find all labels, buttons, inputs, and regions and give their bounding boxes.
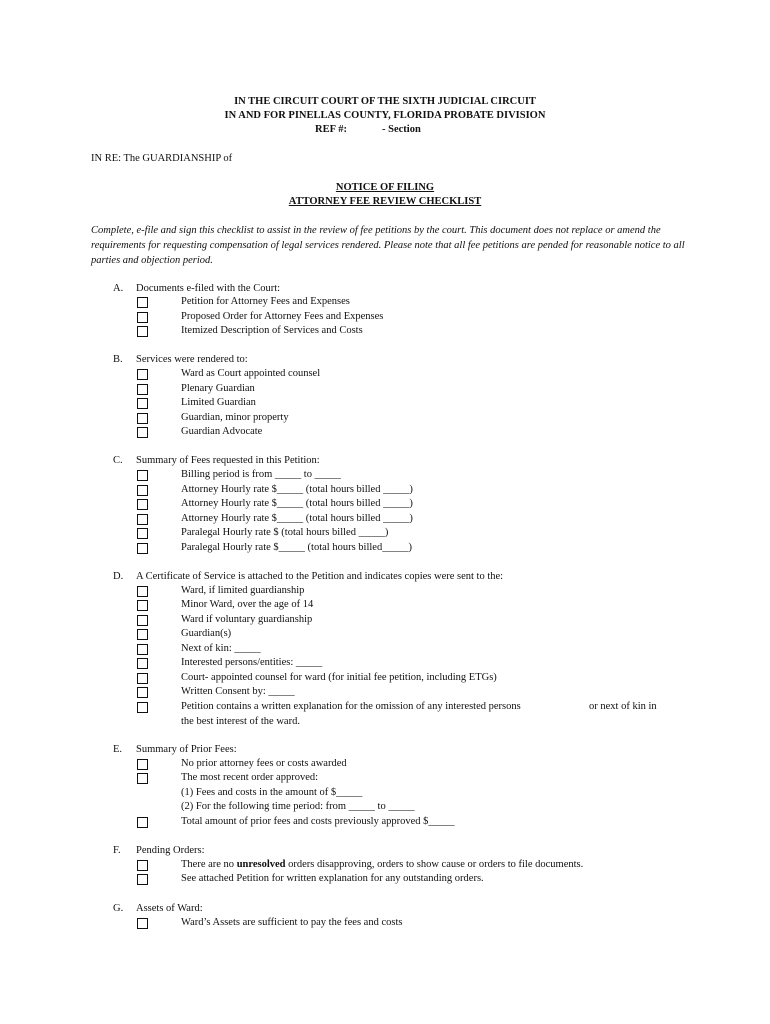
checklist-item: Court- appointed counsel for ward (for initial fee petition, including ETGs) (181, 672, 497, 683)
checkbox[interactable] (137, 918, 148, 929)
checklist-item-continuation: the best interest of the ward. (181, 716, 300, 727)
checklist-item: Guardian, minor property (181, 412, 289, 423)
in-re-line: IN RE: The GUARDIANSHIP of (91, 153, 233, 164)
checklist-item-tail: or next of kin in (589, 701, 657, 712)
checklist-item: Interested persons/entities: _____ (181, 657, 323, 668)
checklist-item: Guardian Advocate (181, 426, 263, 437)
checkbox[interactable] (137, 413, 148, 424)
checkbox[interactable] (137, 499, 148, 510)
section-g-title: Assets of Ward: (136, 903, 203, 914)
section-b-letter: B. (113, 354, 123, 365)
checkbox[interactable] (137, 673, 148, 684)
checklist-item: Written Consent by: _____ (181, 686, 295, 697)
checklist-subitem: (1) Fees and costs in the amount of $_____ (181, 787, 363, 798)
checklist-item (181, 859, 583, 870)
checklist-item: Attorney Hourly rate $_____ (total hours billed _____) (181, 513, 413, 524)
section-f-title: Pending Orders: (136, 845, 205, 856)
checklist-item: The most recent order approved: (181, 772, 319, 783)
checklist-item: Plenary Guardian (181, 383, 255, 394)
checkbox[interactable] (137, 644, 148, 655)
checklist-item: Ward if voluntary guardianship (181, 614, 313, 625)
checkbox[interactable] (137, 817, 148, 828)
checklist-item: Next of kin: _____ (181, 643, 261, 654)
court-header-line1: IN THE CIRCUIT COURT OF THE SIXTH JUDICIAL CIRCUIT (234, 96, 536, 107)
checklist-item: Ward, if limited guardianship (181, 585, 305, 596)
checkbox[interactable] (137, 514, 148, 525)
checklist-item: Proposed Order for Attorney Fees and Expenses (181, 311, 384, 322)
checkbox[interactable] (137, 629, 148, 640)
checklist-item: Petition contains a written explanation for the omission of any interested persons (181, 701, 521, 712)
checklist-item: Attorney Hourly rate $_____ (total hours billed _____) (181, 498, 413, 509)
section-label: - Section (382, 124, 421, 135)
section-f-letter: F. (113, 845, 121, 856)
checkbox[interactable] (137, 543, 148, 554)
checkbox[interactable] (137, 874, 148, 885)
notice-title: NOTICE OF FILING (335, 182, 435, 193)
checklist-item: Ward as Court appointed counsel (181, 368, 321, 379)
section-c-letter: C. (113, 455, 123, 466)
checklist-item: Itemized Description of Services and Costs (181, 325, 363, 336)
checkbox[interactable] (137, 485, 148, 496)
section-g-letter: G. (113, 903, 124, 914)
ref-label: REF #: (315, 124, 347, 135)
section-a-letter: A. (113, 283, 124, 294)
checklist-item: See attached Petition for written explanation for any outstanding orders. (181, 873, 484, 884)
checkbox[interactable] (137, 297, 148, 308)
checklist-item: Minor Ward, over the age of 14 (181, 599, 314, 610)
item-text: There are no (181, 859, 237, 870)
checkbox[interactable] (137, 658, 148, 669)
emphasis-text: unresolved (236, 859, 286, 870)
checklist-item: No prior attorney fees or costs awarded (181, 758, 347, 769)
checkbox[interactable] (137, 615, 148, 626)
checkbox[interactable] (137, 369, 148, 380)
section-c-title: Summary of Fees requested in this Petition: (136, 455, 320, 466)
section-a-title: Documents e-filed with the Court: (136, 283, 281, 294)
checklist-item: Attorney Hourly rate $_____ (total hours billed _____) (181, 484, 413, 495)
checkbox[interactable] (137, 600, 148, 611)
checklist-item: Ward’s Assets are sufficient to pay the fees and costs (181, 917, 403, 928)
checkbox[interactable] (137, 759, 148, 770)
checkbox[interactable] (137, 528, 148, 539)
checklist-item: Limited Guardian (181, 397, 256, 408)
checklist-item: Petition for Attorney Fees and Expenses (181, 296, 350, 307)
checklist-subitem: (2) For the following time period: from _____ to _____ (181, 801, 415, 812)
section-d-letter: D. (113, 571, 124, 582)
checkbox[interactable] (137, 470, 148, 481)
checkbox[interactable] (137, 860, 148, 871)
checkbox[interactable] (137, 326, 148, 337)
item-text: orders disapproving, orders to show cause or orders to file documents. (285, 859, 584, 870)
section-d-title: A Certificate of Service is attached to the Petition and indicates copies were sent to the: (136, 571, 504, 582)
checklist-item: Guardian(s) (181, 628, 232, 639)
section-b-title: Services were rendered to: (136, 354, 248, 365)
checklist-title: ATTORNEY FEE REVIEW CHECKLIST (288, 196, 482, 207)
checkbox[interactable] (137, 687, 148, 698)
checklist-item: Paralegal Hourly rate $ (total hours billed _____) (181, 527, 389, 538)
checkbox[interactable] (137, 398, 148, 409)
checkbox[interactable] (137, 702, 148, 713)
checklist-item: Paralegal Hourly rate $_____ (total hours billed_____) (181, 542, 412, 553)
checkbox[interactable] (137, 384, 148, 395)
checkbox[interactable] (137, 312, 148, 323)
court-header-line2: IN AND FOR PINELLAS COUNTY, FLORIDA PROBATE DIVISION (224, 110, 546, 121)
intro-paragraph: Complete, e-file and sign this checklist to assist in the review of fee petitions by the court. This document does not replace or amend the requirements for requesting compensation of legal services rendered. Please note that all fee petitions are pended for reasonable notice to all parties and objection period. (91, 225, 685, 266)
checklist-item: Total amount of prior fees and costs previously approved $_____ (181, 816, 455, 827)
section-e-letter: E. (113, 744, 123, 755)
section-e-title: Summary of Prior Fees: (136, 744, 237, 755)
checkbox[interactable] (137, 586, 148, 597)
checkbox[interactable] (137, 427, 148, 438)
checklist-item: Billing period is from _____ to _____ (181, 469, 341, 480)
checkbox[interactable] (137, 773, 148, 784)
